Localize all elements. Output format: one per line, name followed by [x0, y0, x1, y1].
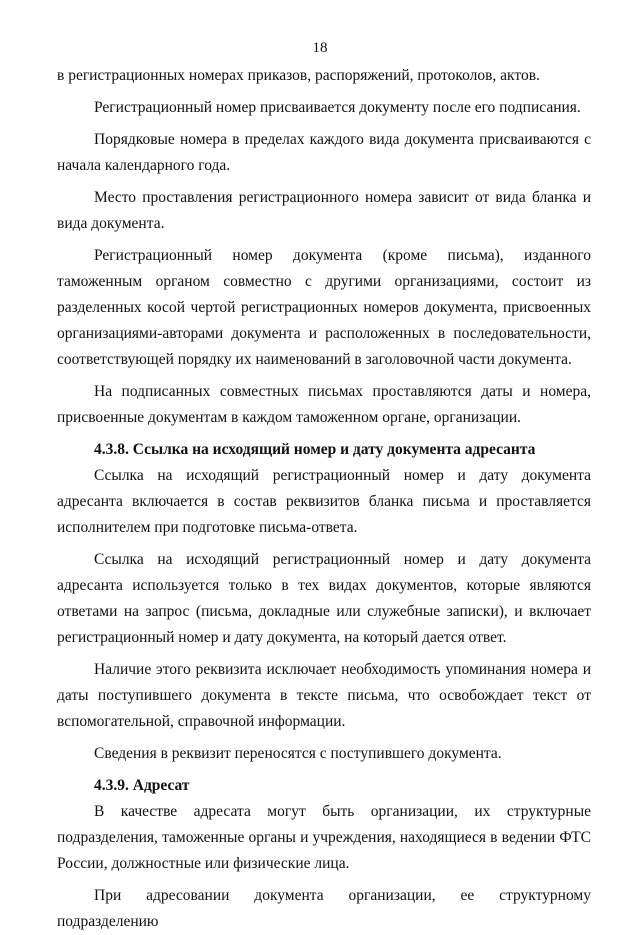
document-body — [57, 63, 591, 935]
section-heading-4-3-8: 4.3.8. Ссылка на исходящий номер и дату документа адресанта — [94, 441, 536, 458]
paragraph: На подписанных совместных письмах проставляются даты и номера, присвоенные документам в каждом таможенном органе, организации. — [57, 383, 591, 426]
paragraph: Порядковые номера в пределах каждого вида документа присваиваются с начала календарного года. — [57, 131, 591, 174]
paragraph: Регистрационный номер присваивается документу после его подписания. — [94, 99, 581, 116]
page-number: 18 — [312, 40, 328, 56]
paragraph: Сведения в реквизит переносятся с поступившего документа. — [94, 745, 502, 762]
paragraph: в регистрационных номерах приказов, распоряжений, протоколов, актов. — [57, 67, 540, 84]
section-heading-4-3-9: 4.3.9. Адресат — [94, 777, 190, 794]
paragraph: При адресовании документа организации, ее структурному подразделению — [57, 887, 591, 930]
paragraph: В качестве адресата могут быть организации, их структурные подразделения, таможенные органы и учреждения, находящиеся в ведении ФТС России, должностные или физические лица. — [57, 803, 591, 872]
paragraph: Регистрационный номер документа (кроме письма), изданного таможенным органом совместно с другими организациями, состоит из разделенных косой чертой регистрационных номеров документа, присвоенных организациями-авторами документа и расположенных в последовательности, соответствующей порядку их наименований в заголовочной части документа. — [57, 247, 591, 368]
paragraph: Ссылка на исходящий регистрационный номер и дату документа адресанта используется только в тех видах документов, которые являются ответами на запрос (письма, докладные или служебные записки), и включает регистрационный номер и дату документа, на который дается ответ. — [57, 551, 591, 646]
paragraph: Наличие этого реквизита исключает необходимость упоминания номера и даты поступившего документа в тексте письма, что освобождает текст от вспомогательной, справочной информации. — [57, 661, 591, 730]
paragraph: Место проставления регистрационного номера зависит от вида бланка и вида документа. — [57, 189, 591, 232]
paragraph: Ссылка на исходящий регистрационный номер и дату документа адресанта включается в состав реквизитов бланка письма и проставляется исполнителем при подготовке письма-ответа. — [57, 467, 591, 536]
